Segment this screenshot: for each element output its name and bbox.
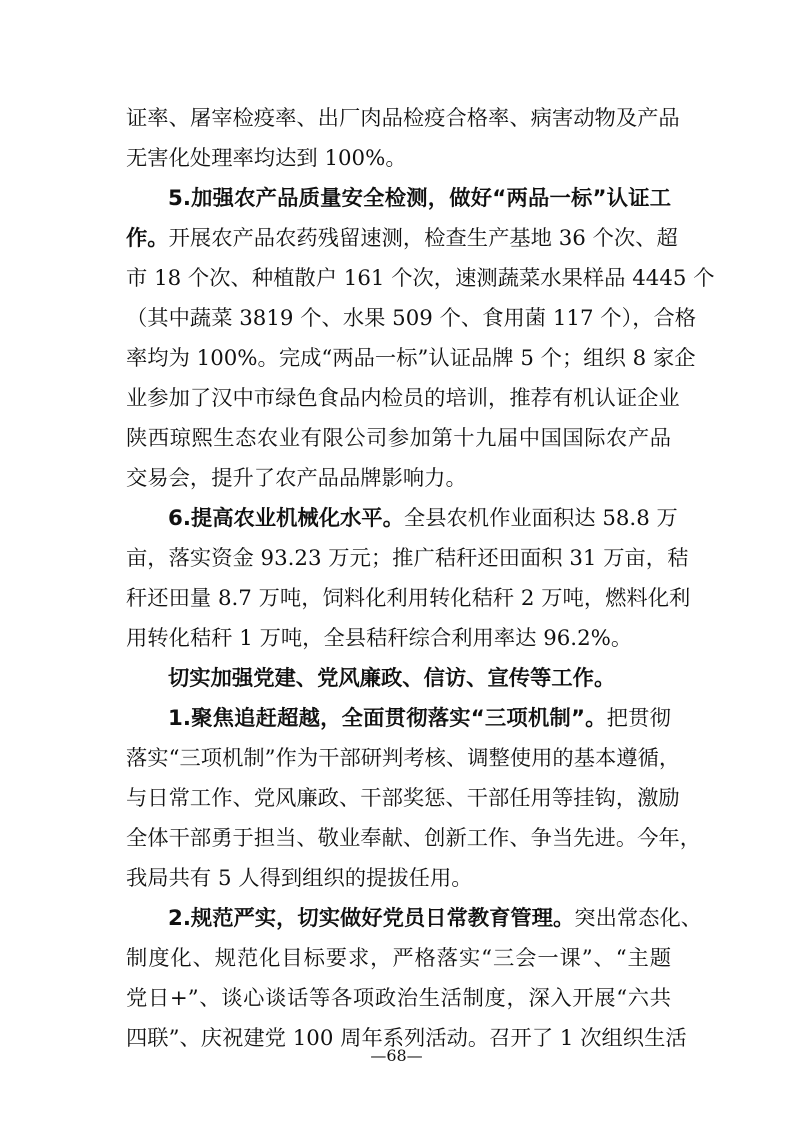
text-line: 市 18 个次、种植散户 161 个次，速测蔬菜水果样品 4445 个	[126, 266, 715, 291]
section-heading	[168, 184, 671, 214]
text-line: 全体干部勇于担当、敬业奉献、创新工作、争当先进。今年，	[126, 826, 702, 851]
body-text: 开展农产品农药残留速测，检查生产基地 36 个次、超	[168, 226, 678, 251]
heading-text: 切实加强党建、党风廉政、信访、宣传等工作。	[168, 666, 616, 691]
text-line: 亩，落实资金 93.23 万元；推广秸秆还田面积 31 万亩，秸	[126, 546, 689, 571]
body-text: 把贯彻	[606, 706, 671, 731]
text-line: 陕西琼熙生态农业有限公司参加第十九届中国国际农产品	[126, 426, 671, 451]
text-line: 业参加了汉中市绿色食品内检员的培训，推荐有机认证企业	[126, 386, 680, 411]
text-line: 落实“三项机制”作为干部研判考核、调整使用的基本遵循，	[126, 746, 681, 771]
text-line	[126, 224, 678, 254]
text-line	[168, 504, 678, 534]
text-line	[168, 904, 703, 934]
text-line: 我局共有 5 人得到组织的提拔任用。	[126, 866, 473, 891]
text-line: 用转化秸秆 1 万吨，全县秸秆综合利用率达 96.2%。	[126, 626, 633, 651]
text-line: 与日常工作、党风廉政、干部奖惩、干部任用等挂钩，激励	[126, 786, 680, 811]
text-line	[168, 704, 671, 734]
text-line: 秆还田量 8.7 万吨，饲料化利用转化秸秆 2 万吨，燃料化利	[126, 586, 691, 611]
text-line: 证率、屠宰检疫率、出厂肉品检疫合格率、病害动物及产品	[126, 106, 680, 131]
text-line: 制度化、规范化目标要求，严格落实“三会一课”、“主题	[126, 946, 671, 971]
body-text: 突出常态化、	[574, 906, 703, 931]
text-line: 四联”、庆祝建党 100 周年系列活动。召开了 1 次组织生活	[126, 1026, 687, 1051]
heading-text: 1.聚焦追赶超越，全面贯彻落实“三项机制”。	[168, 706, 607, 731]
heading-text: 作。	[126, 226, 169, 251]
heading-text: 5.加强农产品质量安全检测，做好“两品一标”认证工	[168, 186, 671, 211]
text-line: 率均为 100%。完成“两品一标”认证品牌 5 个；组织 8 家企	[126, 346, 696, 371]
section-heading	[168, 664, 671, 694]
text-line: （其中蔬菜 3819 个、水果 509 个、食用菌 117 个），合格	[126, 306, 697, 331]
text-line: 无害化处理率均达到 100%。	[126, 146, 407, 171]
text-line: 党日+”、谈心谈话等各项政治生活制度，深入开展“六共	[126, 986, 671, 1011]
page-number: —68—	[370, 1046, 423, 1065]
body-text: 全县农机作业面积达 58.8 万	[403, 506, 678, 531]
heading-text: 2.规范严实，切实做好党员日常教育管理。	[168, 906, 575, 931]
text-line: 交易会，提升了农产品品牌影响力。	[126, 466, 467, 491]
heading-text: 6.提高农业机械化水平。	[168, 506, 404, 531]
